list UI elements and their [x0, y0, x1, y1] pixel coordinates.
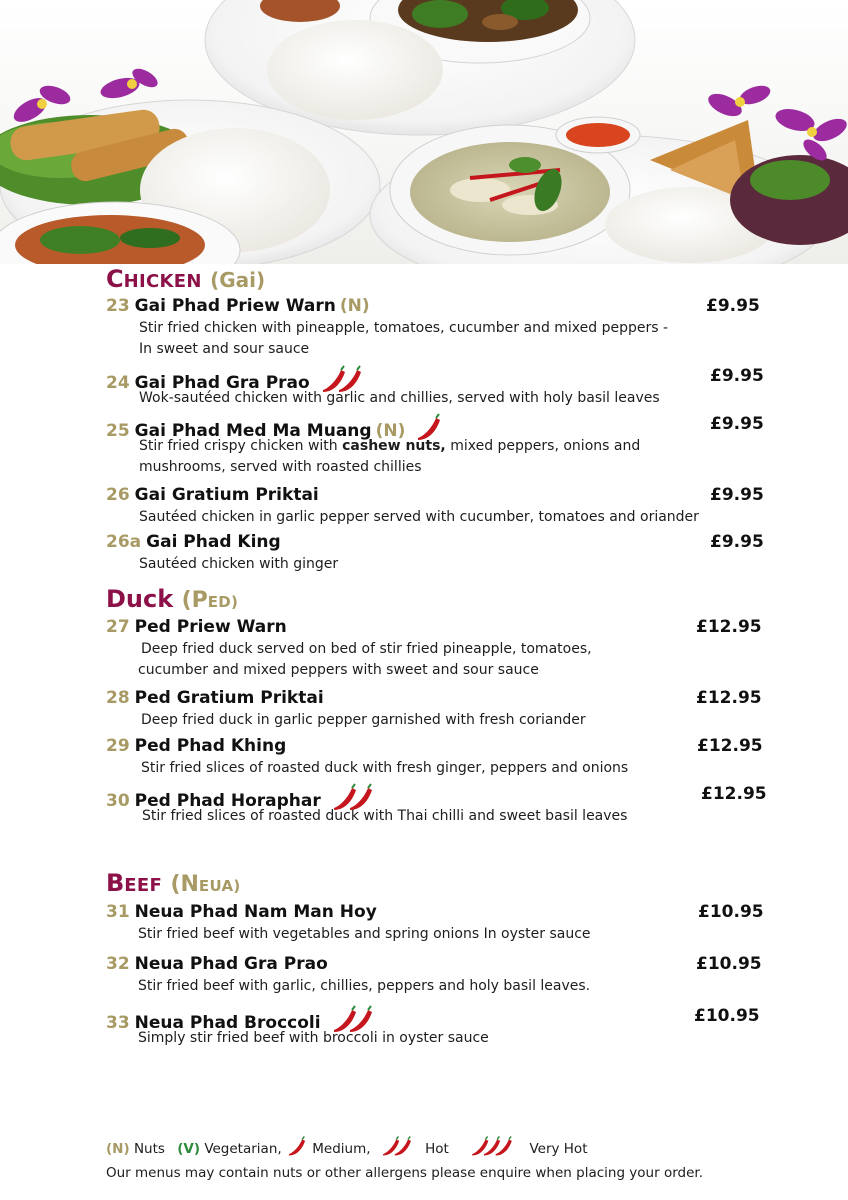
dish-description: Sautéed chicken in garlic pepper served with cucumber, tomatoes and oriander	[139, 509, 699, 525]
dish-description: Wok-sautéed chicken with garlic and chillies, served with holy basil leaves	[139, 390, 660, 406]
section-title-duck	[106, 584, 238, 617]
section-title-initial: B	[106, 869, 125, 897]
dish-number: 26	[106, 485, 130, 505]
chilli-icon-hot	[319, 364, 365, 398]
dish-name: Ped Phad Khing	[134, 736, 287, 756]
dish-price: £9.95	[710, 414, 764, 434]
dish-name: Neua Phad Nam Man Hoy	[134, 902, 377, 922]
dish-number: 31	[106, 902, 130, 922]
section-thai-rest: ED)	[207, 593, 239, 611]
section-title-chicken	[106, 264, 265, 297]
section-title-rest: EEF	[124, 875, 163, 896]
nuts-tag: (N)	[375, 421, 406, 441]
dish-23	[106, 294, 786, 360]
nuts-label: Nuts	[133, 1141, 165, 1157]
dish-number: 27	[106, 617, 130, 637]
dish-price: £9.95	[710, 532, 764, 552]
dish-price: £10.95	[696, 954, 762, 974]
medium-label: Medium,	[312, 1141, 371, 1157]
dish-name: Neua Phad Gra Prao	[134, 954, 328, 974]
dish-price: £9.95	[710, 485, 764, 505]
hero-food-photo	[0, 0, 848, 264]
section-title-rest: HICKEN	[123, 271, 202, 292]
dish-price: £9.95	[710, 366, 764, 386]
section-thai-rest: EUA)	[198, 877, 241, 895]
dish-number: 28	[106, 688, 130, 708]
dish-number: 26a	[106, 532, 142, 552]
dish-25	[106, 412, 786, 478]
dish-description: Sautéed chicken with ginger	[139, 556, 339, 572]
dish-26a	[106, 530, 786, 575]
dish-number: 25	[106, 421, 130, 441]
dish-description-line2: In sweet and sour sauce	[139, 341, 310, 357]
dish-description: Simply stir fried beef with broccoli in oyster sauce	[138, 1030, 489, 1046]
dish-32	[106, 952, 786, 997]
dish-name: Gai Phad King	[146, 532, 281, 552]
nuts-tag: (N)	[339, 296, 370, 316]
desc-part: mixed peppers, onions and	[445, 438, 641, 454]
chilli-icon-medium	[286, 1135, 308, 1163]
dish-price: £12.95	[696, 617, 762, 637]
dish-24	[106, 364, 786, 409]
dish-price: £12.95	[701, 784, 767, 804]
dish-description: Stir fried slices of roasted duck with Thai chilli and sweet basil leaves	[142, 808, 628, 824]
dish-name: Gai Phad Priew Warn	[134, 296, 336, 316]
dish-29	[106, 734, 786, 779]
dish-name: Gai Phad Gra Prao	[134, 373, 310, 393]
dish-description: Deep fried duck in garlic pepper garnished with fresh coriander	[141, 712, 586, 728]
dish-description: Deep fried duck served on bed of stir fried pineapple, tomatoes,	[141, 641, 592, 657]
dish-31	[106, 900, 786, 945]
dish-price: £9.95	[706, 296, 760, 316]
dish-number: 30	[106, 791, 130, 811]
section-thai-name: (Gai)	[210, 268, 266, 292]
dish-26	[106, 483, 786, 528]
section-title-beef	[106, 868, 241, 901]
dish-number: 32	[106, 954, 130, 974]
dish-33	[106, 1004, 786, 1049]
dish-28	[106, 686, 786, 731]
dish-description: Stir fried chicken with pineapple, tomatoes, cucumber and mixed peppers -	[139, 320, 669, 336]
chilli-icon-hot	[330, 1004, 376, 1038]
very-hot-label: Very Hot	[529, 1141, 588, 1157]
dish-name: Ped Phad Horaphar	[134, 791, 321, 811]
chilli-icon-hot	[379, 1135, 415, 1163]
section-thai-initial: (N	[170, 872, 199, 897]
dish-name: Gai Gratium Priktai	[134, 485, 319, 505]
spice-legend	[106, 1135, 806, 1163]
dish-number: 29	[106, 736, 130, 756]
dish-description-line2: cucumber and mixed peppers with sweet and sour sauce	[138, 662, 539, 678]
section-title-word: Duck	[106, 585, 174, 613]
dish-description-line2: mushrooms, served with roasted chillies	[139, 459, 422, 475]
dish-description: Stir fried beef with garlic, chillies, peppers and holy basil leaves.	[138, 978, 591, 994]
vegetarian-key: (V)	[177, 1141, 201, 1157]
dish-description: Stir fried slices of roasted duck with fresh ginger, peppers and onions	[141, 760, 629, 776]
dish-27	[106, 615, 786, 681]
desc-highlight: cashew nuts,	[342, 438, 446, 454]
dish-price: £12.95	[697, 736, 763, 756]
dish-number: 33	[106, 1013, 130, 1033]
dish-number: 23	[106, 296, 130, 316]
section-thai-initial: (P	[181, 588, 208, 613]
dish-price: £10.95	[698, 902, 764, 922]
dish-price: £12.95	[696, 688, 762, 708]
dish-name: Ped Gratium Priktai	[134, 688, 324, 708]
section-title-initial: C	[106, 265, 124, 293]
menu-page	[0, 264, 848, 1124]
desc-part: Stir fried crispy chicken with	[139, 438, 343, 454]
dish-price: £10.95	[694, 1006, 760, 1026]
dish-description: Stir fried beef with vegetables and spring onions In oyster sauce	[138, 926, 591, 942]
dish-name: Neua Phad Broccoli	[134, 1013, 321, 1033]
dish-name: Ped Priew Warn	[134, 617, 287, 637]
nuts-key: (N)	[106, 1141, 130, 1157]
chilli-icon-very-hot	[467, 1135, 517, 1163]
dish-number: 24	[106, 373, 130, 393]
hot-label: Hot	[425, 1141, 449, 1157]
dish-name: Gai Phad Med Ma Muang	[134, 421, 372, 441]
vegetarian-label: Vegetarian,	[204, 1141, 282, 1157]
chilli-icon-medium	[414, 412, 444, 446]
dish-30	[106, 782, 786, 827]
allergen-note: Our menus may contain nuts or other allergens please enquire when placing your order.	[106, 1165, 704, 1181]
legend-footer	[106, 1135, 806, 1183]
chilli-icon-hot	[330, 782, 376, 816]
